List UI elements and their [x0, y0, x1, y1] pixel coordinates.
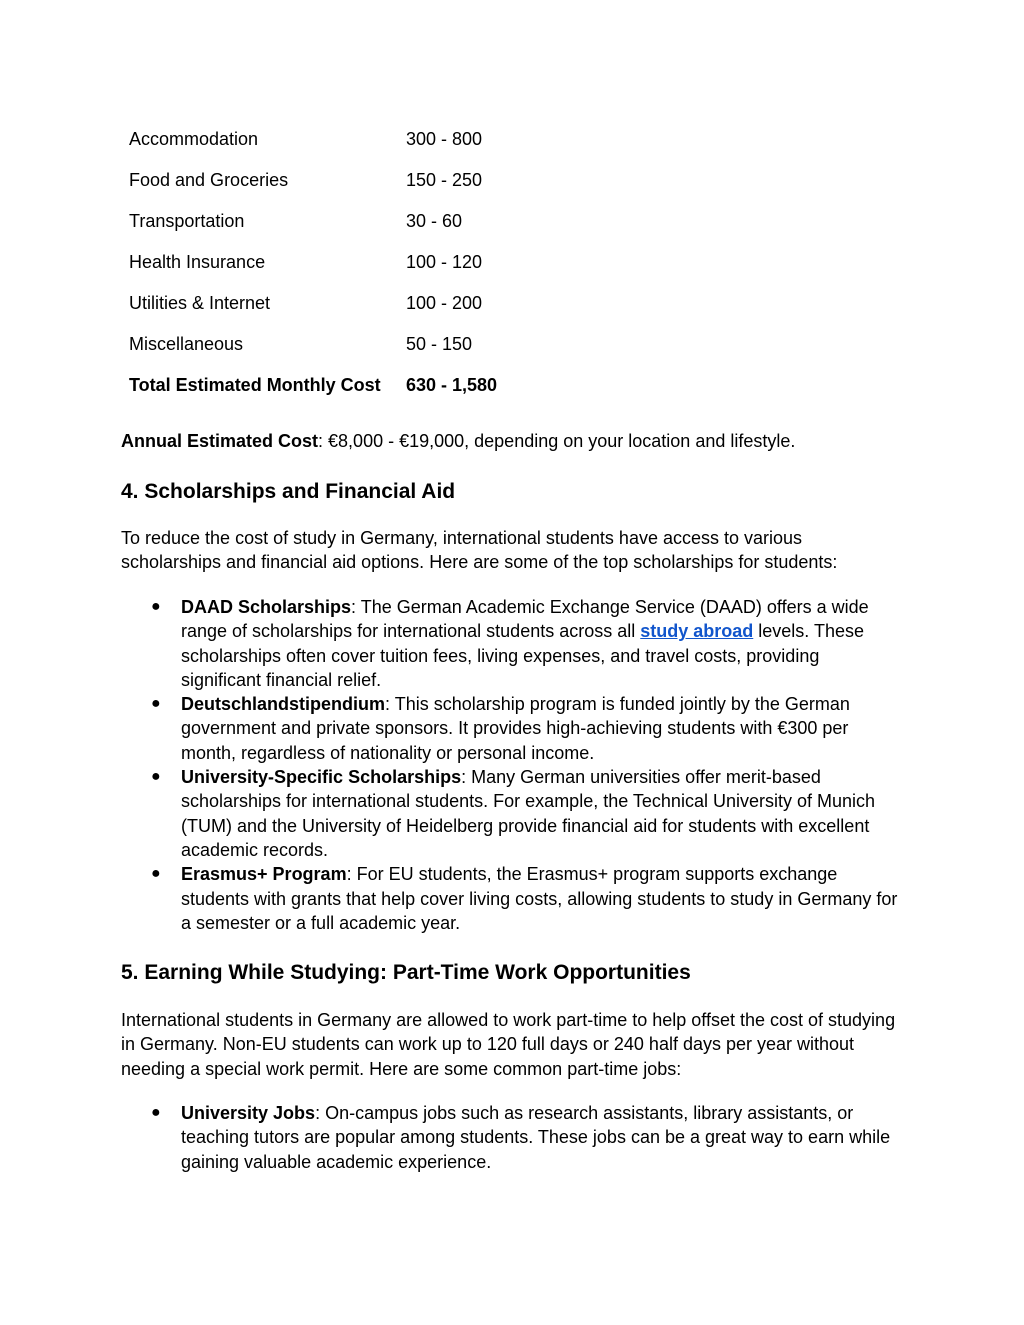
cost-value: 150 - 250: [406, 170, 483, 190]
cost-item: Transportation: [129, 211, 245, 231]
bullet-term: DAAD Scholarships: [181, 597, 352, 617]
table-row: [121, 160, 564, 201]
bullet-text: : This scholarship program is funded jointly by the German government and private sponsors. It provides high-achieving students with €300 per month, regardless of nationality or personal income.: [181, 694, 850, 763]
bullet-text: : The German Academic Exchange Service (DAAD) offers a wide range of scholarships for international students across all: [181, 597, 869, 642]
section-4-intro: To reduce the cost of study in Germany, international students have access to various scholarships and financial aid options. Here are some of the top scholarships for students:: [121, 528, 838, 573]
table-row: [121, 242, 564, 283]
bullet-text: : On-campus jobs such as research assistants, library assistants, or teaching tutors are popular among students. These jobs can be a great way to earn while gaining valuable academic experience.: [181, 1103, 891, 1172]
list-item: [121, 765, 901, 862]
cost-value: 300 - 800: [406, 129, 483, 149]
cost-item: Health Insurance: [129, 252, 266, 272]
table-total-row: [121, 365, 564, 406]
cost-value: 100 - 200: [406, 293, 483, 313]
cost-value: 50 - 150: [406, 334, 473, 354]
annual-cost-text: : €8,000 - €19,000, depending on your location and lifestyle.: [318, 431, 796, 451]
bullet-term: University Jobs: [181, 1103, 316, 1123]
table-row: [121, 324, 564, 365]
table-row: [121, 119, 564, 160]
annual-cost-paragraph: [121, 429, 901, 453]
list-item: [121, 595, 901, 692]
bullet-term: University-Specific Scholarships: [181, 767, 462, 788]
bullet-text: levels. These scholarships often cover tuition fees, living expenses, and travel costs, providing significant financial relief.: [181, 621, 865, 690]
scholarship-list: [121, 595, 901, 935]
list-item: [121, 862, 901, 935]
section-4-heading: 4. Scholarships and Financial Aid: [121, 480, 456, 503]
cost-value: 30 - 60: [406, 211, 463, 231]
annual-cost-label: Annual Estimated Cost: [121, 431, 319, 451]
table-row: [121, 201, 564, 242]
part-time-jobs-list: [121, 1101, 901, 1174]
bullet-text: : Many German universities offer merit-based scholarships for international students. For example, the Technical University of Munich (TUM) and the University of Heidelberg provide financial aid for students with excellent academic records.: [181, 767, 876, 860]
cost-item: Utilities & Internet: [129, 293, 271, 313]
cost-item: Food and Groceries: [129, 170, 289, 190]
list-item: [121, 1101, 901, 1174]
section-5-intro: International students in Germany are allowed to work part-time to help offset the cost of studying in Germany. Non-EU students can work up to 120 full days or 240 half days per year without needing a special work permit. Here are some common part-time jobs:: [121, 1010, 896, 1079]
bullet-icon: ●: [151, 695, 161, 713]
bullet-term: Erasmus+ Program: [181, 864, 347, 885]
study-abroad-link[interactable]: study abroad: [640, 621, 754, 642]
bullet-icon: ●: [151, 865, 161, 883]
monthly-cost-table: [121, 119, 564, 406]
cost-value: 100 - 120: [406, 252, 483, 272]
bullet-icon: ●: [151, 768, 161, 786]
bullet-icon: ●: [151, 598, 161, 615]
total-label: Total Estimated Monthly Cost: [129, 375, 381, 395]
cost-item: Miscellaneous: [129, 334, 244, 354]
list-item: [121, 692, 901, 765]
total-value: 630 - 1,580: [406, 375, 498, 395]
bullet-icon: ●: [151, 1104, 161, 1121]
cost-item: Accommodation: [129, 129, 259, 149]
bullet-text: : For EU students, the Erasmus+ program supports exchange students with grants that help cover living costs, allowing students to study in Germany for a semester or a full academic year.: [181, 864, 898, 933]
section-5-heading: 5. Earning While Studying: Part-Time Work Opportunities: [121, 961, 691, 984]
bullet-term: Deutschlandstipendium: [181, 694, 386, 715]
table-row: [121, 283, 564, 324]
